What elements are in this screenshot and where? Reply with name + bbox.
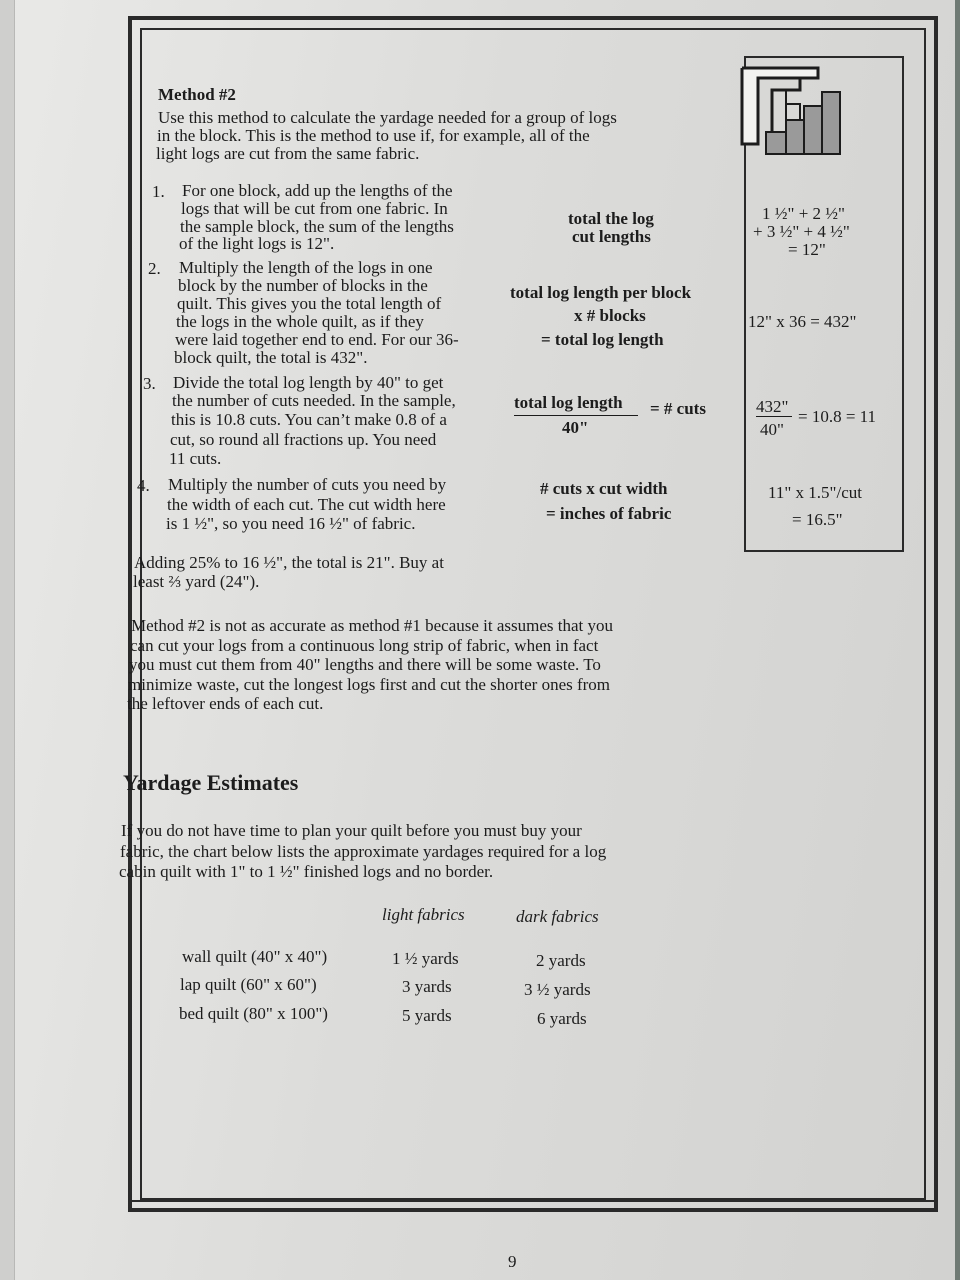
step-4-example-line-2: = 16.5" [792,510,843,529]
accuracy-line-1: Method #2 is not as accurate as method #1 because it assumes that you [131,616,614,635]
step-4-number: 4. [137,476,150,495]
adding-line-1: Adding 25% to 16 ½", the total is 21". Buy at [134,553,444,572]
row-wall-quilt-dark: 2 yards [536,951,586,970]
step-4-formula-line-2: = inches of fabric [546,504,672,523]
page-number: 9 [508,1252,517,1271]
step-1-formula-line-1: total the log [568,209,654,228]
step-3-formula-denominator: 40" [562,418,589,437]
row-wall-quilt-light: 1 ½ yards [392,949,459,968]
accuracy-line-5: the leftover ends of each cut. [127,694,324,713]
step-2-line-2: block by the number of blocks in the [178,276,428,295]
page-border-line [132,1200,934,1202]
step-3-example-fraction-bar [756,416,792,417]
step-1-line-3: the sample block, the sum of the lengths [180,217,454,236]
step-3-line-4: cut, so round all fractions up. You need [170,430,437,449]
step-3-line-1: Divide the total log length by 40" to get [173,373,444,392]
step-1-formula-line-2: cut lengths [572,227,651,246]
row-wall-quilt-label: wall quilt (40" x 40") [182,947,328,966]
step-1-example-line-3: = 12" [788,240,826,259]
step-3-formula-numerator: total log length [514,393,623,412]
header-dark-fabrics: dark fabrics [516,907,599,926]
method-intro-line-3: light logs are cut from the same fabric. [156,144,420,163]
method-intro-line-2: in the block. This is the method to use if, for example, all of the [157,126,590,145]
yardage-estimates-heading: Yardage Estimates [123,770,299,795]
step-3-formula-result: = # cuts [650,399,706,418]
row-lap-quilt-light: 3 yards [402,977,452,996]
step-3-example-numerator: 432" [756,397,789,416]
row-bed-quilt-dark: 6 yards [537,1009,587,1028]
step-4-formula-line-1: # cuts x cut width [540,479,668,498]
step-4-line-1: Multiply the number of cuts you need by [168,475,447,494]
method-title: Method #2 [158,85,236,104]
step-1-number: 1. [152,182,165,201]
header-light-fabrics: light fabrics [382,905,465,924]
step-3-formula-fraction-bar [514,415,638,416]
step-2-number: 2. [148,259,161,278]
accuracy-line-3: you must cut them from 40" lengths and there will be some waste. To [129,655,601,674]
log-cabin-block-diagram [738,64,868,156]
binding-edge [0,0,15,1280]
row-bed-quilt-light: 5 yards [402,1006,452,1025]
step-2-line-5: were laid together end to end. For our 36- [175,330,459,349]
step-1-line-2: logs that will be cut from one fabric. In [181,199,448,218]
step-4-example-line-1: 11" x 1.5"/cut [768,483,862,502]
step-3-line-2: the number of cuts needed. In the sample, [172,391,456,410]
accuracy-line-4: minimize waste, cut the longest logs first and cut the shorter ones from [128,675,611,694]
estimates-intro-line-3: cabin quilt with 1" to 1 ½" finished logs and no border. [119,862,494,881]
accuracy-line-2: can cut your logs from a continuous long strip of fabric, when in fact [130,636,599,655]
row-lap-quilt-label: lap quilt (60" x 60") [180,975,317,994]
step-3-example-result: = 10.8 = 11 [798,407,877,426]
step-1-example-line-2: + 3 ½" + 4 ½" [753,222,850,241]
method-intro-line-1: Use this method to calculate the yardage needed for a group of logs [158,108,617,127]
step-2-line-1: Multiply the length of the logs in one [179,258,433,277]
step-4-line-3: is 1 ½", so you need 16 ½" of fabric. [166,514,416,533]
row-bed-quilt-label: bed quilt (80" x 100") [179,1004,328,1023]
step-1-line-1: For one block, add up the lengths of the [182,181,453,200]
step-1-line-4: of the light logs is 12". [179,234,335,253]
estimates-intro-line-1: If you do not have time to plan your quilt before you must buy your [121,821,582,840]
step-2-formula-line-2: x # blocks [574,306,646,325]
estimates-intro-line-2: fabric, the chart below lists the approximate yardages required for a log [120,842,607,861]
step-3-number: 3. [143,374,156,393]
step-3-line-5: 11 cuts. [169,449,222,468]
step-2-line-6: block quilt, the total is 432". [174,348,368,367]
step-2-line-3: quilt. This gives you the total length of [177,294,442,313]
step-3-example-denominator: 40" [760,420,784,439]
step-2-line-4: the logs in the whole quilt, as if they [176,312,424,331]
step-4-line-2: the width of each cut. The cut width here [167,495,446,514]
step-2-formula-line-1: total log length per block [510,283,692,302]
row-lap-quilt-dark: 3 ½ yards [524,980,591,999]
adding-line-2: least ⅔ yard (24"). [133,572,260,591]
step-3-line-3: this is 10.8 cuts. You can’t make 0.8 of a [171,410,447,429]
step-2-example: 12" x 36 = 432" [748,312,857,331]
step-1-example-line-1: 1 ½" + 2 ½" [762,204,845,223]
step-2-formula-line-3: = total log length [541,330,664,349]
